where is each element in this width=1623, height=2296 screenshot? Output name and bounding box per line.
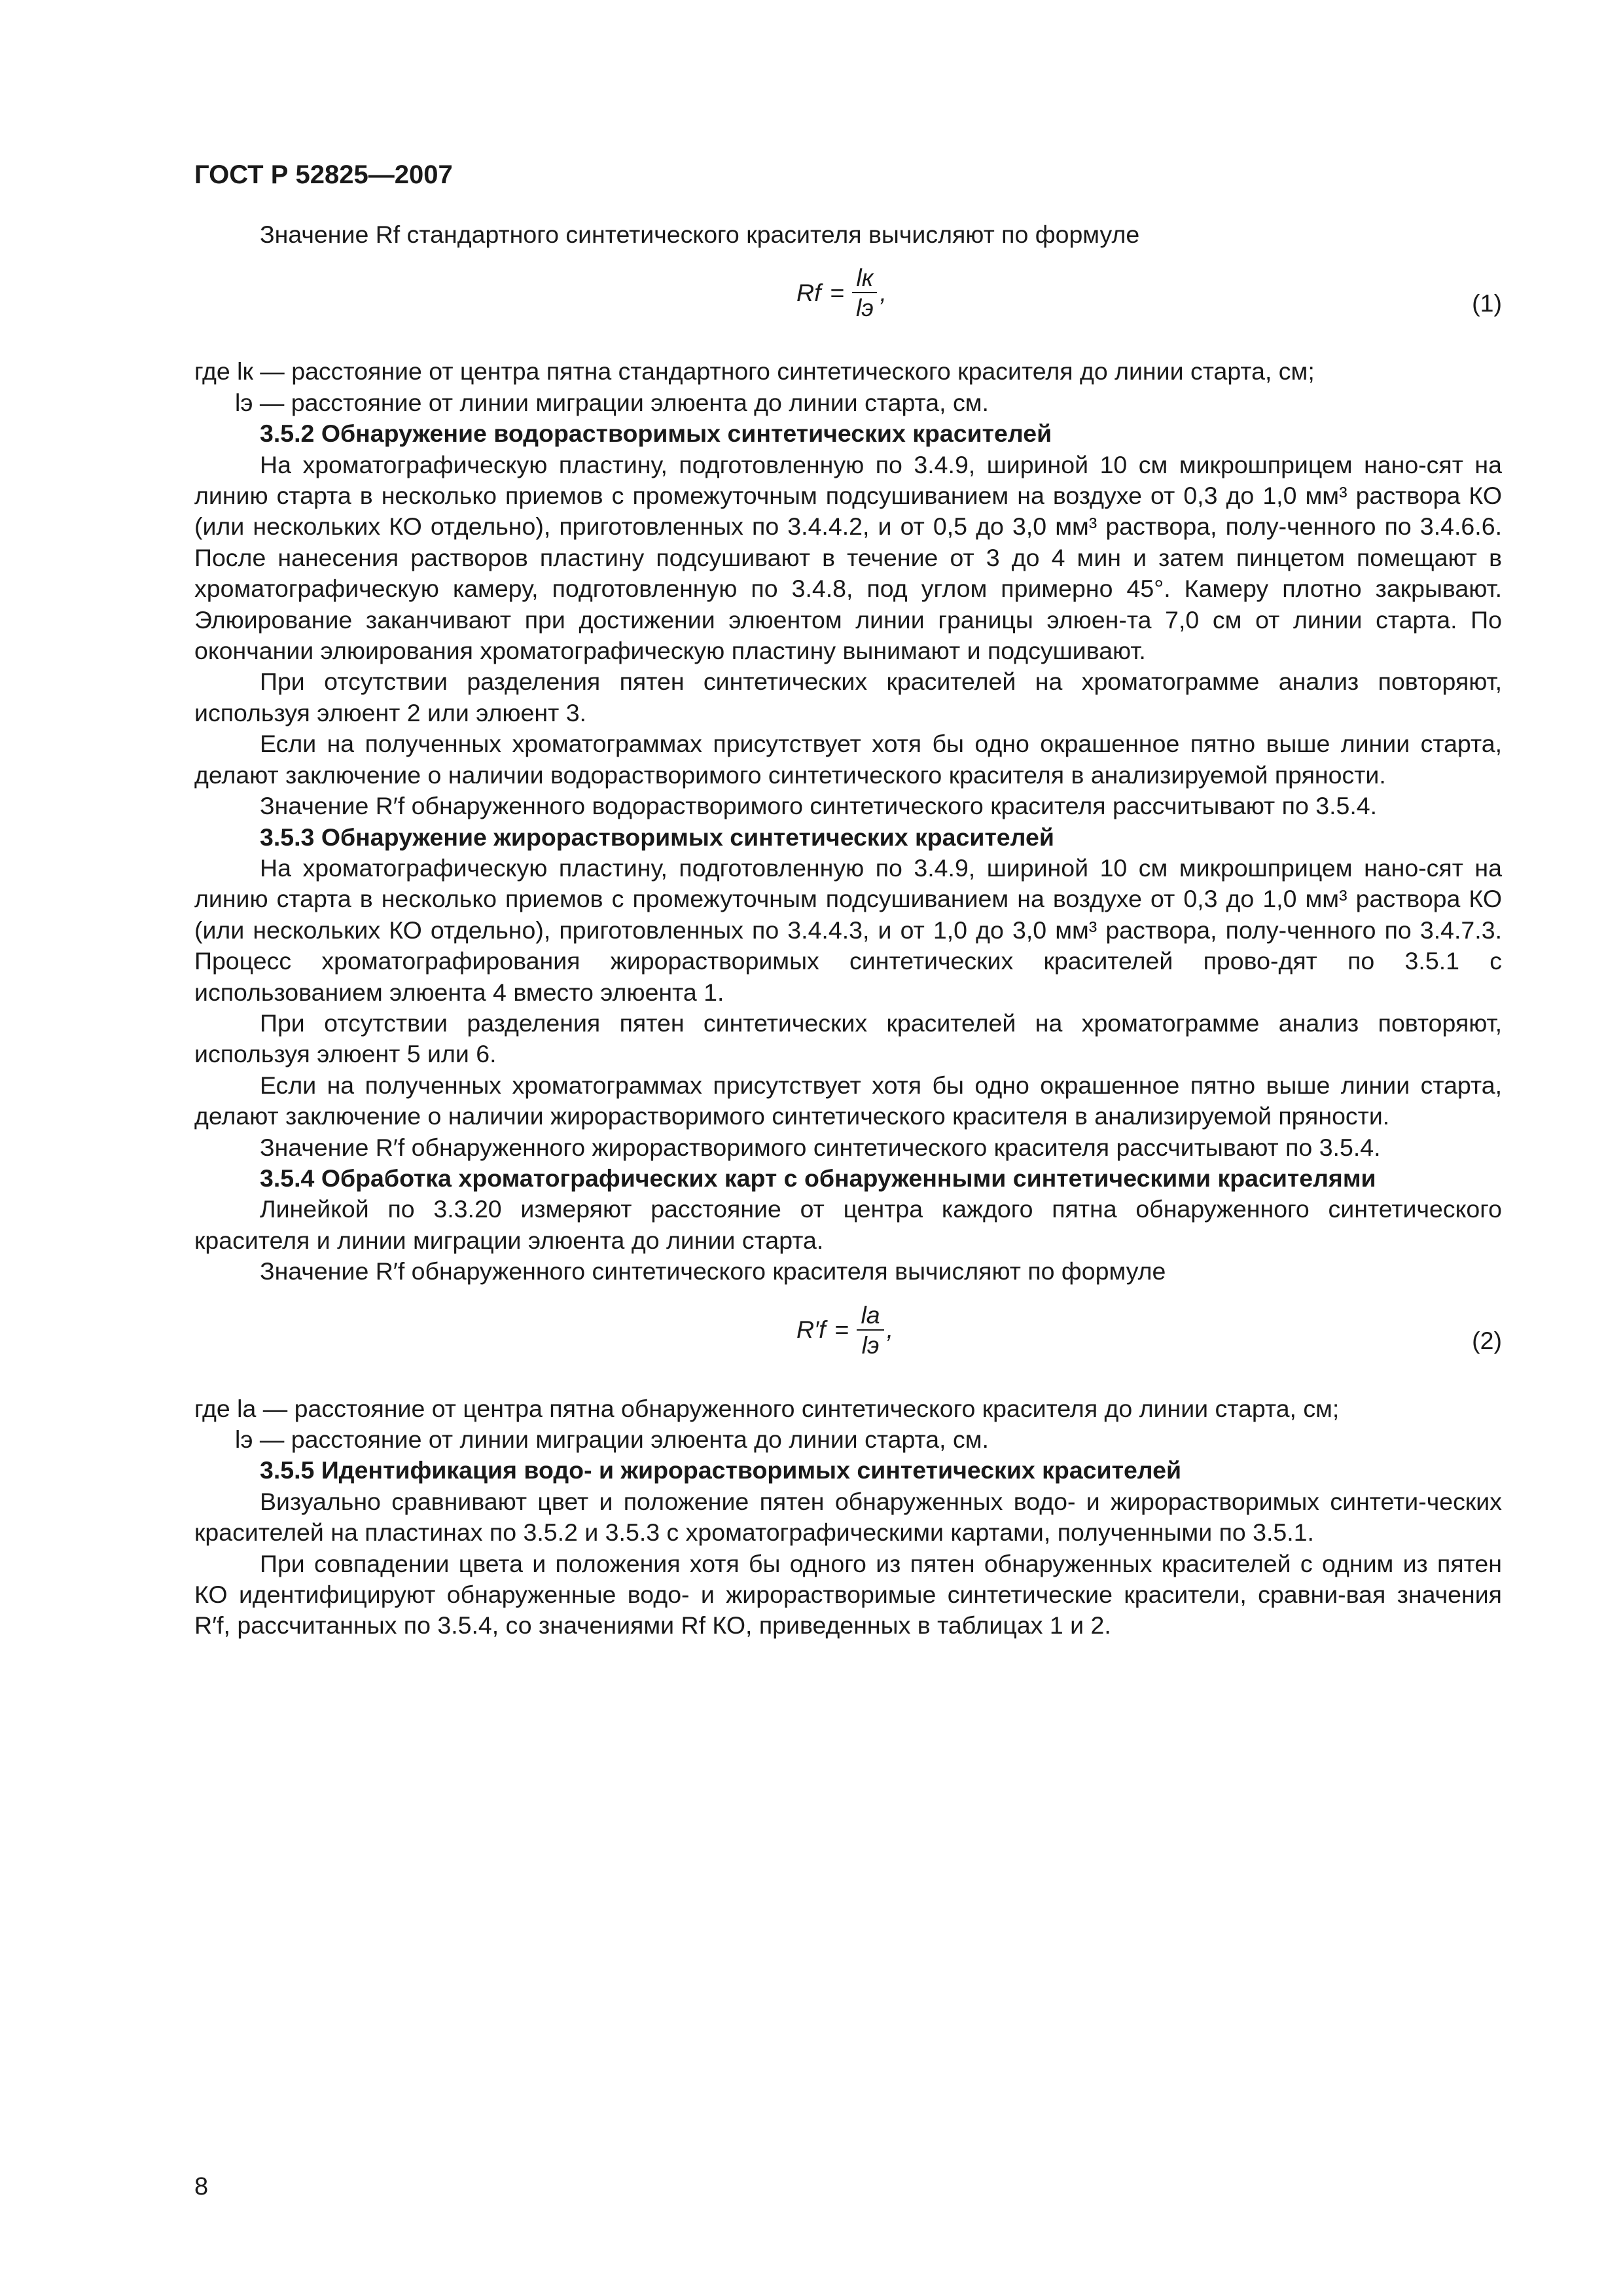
section-3-5-2-paragraph-4: Значение R′f обнаруженного водорастворимого синтетического красителя рассчитывают по 3.5.4. xyxy=(260,792,1378,820)
document-body xyxy=(194,219,1502,1641)
formula-2-expression: R′f = $\frac{lа}{lэ}$ , xyxy=(796,1300,894,1359)
formula-1-lhs: Rf xyxy=(796,278,821,306)
page-number: 8 xyxy=(194,2173,209,2200)
where-1-line-1: где lк — расстояние от центра пятна стандартного синтетического красителя до линии старта, см; xyxy=(194,357,1315,386)
section-3-5-4-paragraph-1: Линейкой по 3.3.20 измеряют расстояние от центра каждого пятна обнаруженного синтетического красителя и линии миграции элюента до линии старта. xyxy=(194,1195,1502,1254)
formula-1-expression: Rf = $\frac{lк}{lэ}$ , xyxy=(796,264,887,322)
section-3-5-4-heading: 3.5.4 Обработка хроматографических карт с обнаруженными синтетическими красителями xyxy=(260,1164,1376,1192)
section-3-5-3-paragraph-4: Значение R′f обнаруженного жирорастворимого синтетического красителя рассчитывают по 3.5.4. xyxy=(260,1133,1381,1161)
section-3-5-5-paragraph-1: Визуально сравнивают цвет и положение пятен обнаруженных водо- и жирорастворимых синтети-ческих красителей на пластинах по 3.5.2 и 3.5.3 с хроматографическими картами, полученными по 3.5.1. xyxy=(194,1487,1502,1547)
formula-1-number: (1) xyxy=(1472,289,1502,317)
section-3-5-2-paragraph-2: При отсутствии разделения пятен синтетических красителей на хроматограмме анализ повторяют, используя элюент 2 или элюент 3. xyxy=(194,668,1502,726)
formula-1 xyxy=(194,250,1502,356)
where-2-line-1: где lа — расстояние от центра пятна обнаруженного синтетического красителя до линии старта, см; xyxy=(194,1394,1340,1422)
formula-1-numerator: lк xyxy=(852,263,877,293)
formula-2-number: (2) xyxy=(1472,1326,1502,1354)
section-3-5-2-paragraph-1: На хроматографическую пластину, подготовленную по 3.4.9, шириной 10 см микрошприцем нано-сят на линию старта в несколько приемов с промежуточным подсушиванием на воздухе от 0,3 до 1,0 мм³ раствора КО (или нескольких КО отдельно), приготовленных по 3.4.4.2, и от 0,5 до 3,0 мм³ раствора, полу-ченного по 3.4.6.6. После нанесения растворов пластину подсушивают в течение от 3 до 4 мин и затем пинцетом помещают в хроматографическую камеру, подготовленную по 3.4.8, под углом примерно 45°. Камеру плотно закрывают. Элюирование заканчивают при достижении элюентом линии границы элюен-та 7,0 см от линии старта. По окончании элюирования хроматографическую пластину вынимают и подсушивают. xyxy=(194,450,1502,665)
section-3-5-3-paragraph-2: При отсутствии разделения пятен синтетических красителей на хроматограмме анализ повторяют, используя элюент 5 или 6. xyxy=(194,1009,1502,1068)
formula-2-lhs: R′f xyxy=(796,1316,826,1344)
formula-2 xyxy=(194,1287,1502,1393)
section-3-5-4-paragraph-2: Значение R′f обнаруженного синтетического красителя вычисляют по формуле xyxy=(260,1257,1166,1285)
formula-2-denominator: lэ xyxy=(861,1331,880,1359)
where-1-line-2: lэ — расстояние от линии миграции элюента до линии старта, см. xyxy=(235,388,989,416)
section-3-5-5-paragraph-2: При совпадении цвета и положения хотя бы одного из пятен обнаруженных красителей с одним из пятен КО идентифицируют обнаруженные водо- и жирорастворимые синтетические красители, сравни-вая значения R′f, рассчитанных по 3.5.4, со значениями Rf КО, приведенных в таблицах 1 и 2. xyxy=(194,1549,1502,1640)
section-3-5-3-paragraph-1: На хроматографическую пластину, подготовленную по 3.4.9, шириной 10 см микрошприцем нано-сят на линию старта в несколько приемов с промежуточным подсушиванием на воздухе от 0,3 до 1,0 мм³ раствора КО (или нескольких КО отдельно), приготовленных по 3.4.4.3, и от 1,0 до 3,0 мм³ раствора, полу-ченного по 3.4.7.3. Процесс хроматографирования жирорастворимых синтетических красителей прово-дят по 3.5.1 с использованием элюента 4 вместо элюента 1. xyxy=(194,853,1502,1006)
where-2-line-2: lэ — расстояние от линии миграции элюента до линии старта, см. xyxy=(235,1426,989,1453)
section-3-5-2-paragraph-3: Если на полученных хроматограммах присутствует хотя бы одно окрашенное пятно выше линии старта, делают заключение о наличии водорастворимого синтетического красителя в анализируемой пряности. xyxy=(194,730,1502,789)
section-3-5-2-heading: 3.5.2 Обнаружение водорастворимых синтетических красителей xyxy=(260,420,1052,448)
formula-2-numerator: lа xyxy=(857,1300,883,1331)
intro-paragraph: Значение Rf стандартного синтетического красителя вычисляют по формуле xyxy=(260,221,1140,248)
formula-1-denominator: lэ xyxy=(856,294,874,322)
section-3-5-5-heading: 3.5.5 Идентификация водо- и жирорастворимых синтетических красителей xyxy=(260,1456,1182,1484)
section-3-5-3-heading: 3.5.3 Обнаружение жирорастворимых синтетических красителей xyxy=(260,823,1054,851)
section-3-5-3-paragraph-3: Если на полученных хроматограммах присутствует хотя бы одно окрашенное пятно выше линии старта, делают заключение о наличии жирорастворимого синтетического красителя в анализируемой пряности. xyxy=(194,1071,1502,1130)
document-header: ГОСТ Р 52825—2007 xyxy=(194,160,453,189)
